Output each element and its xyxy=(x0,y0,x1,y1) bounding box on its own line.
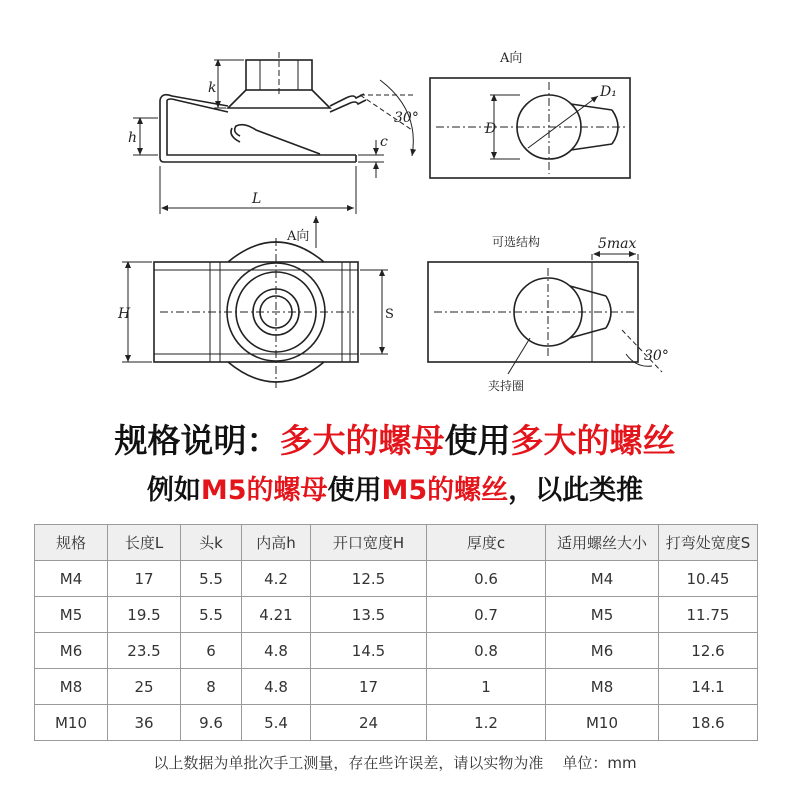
table-cell: 5.5 xyxy=(181,597,242,633)
table-cell: 8 xyxy=(181,669,242,705)
headline-screw-size: 多大的螺丝 xyxy=(510,421,676,460)
header-bend-width: 打弯处宽度S xyxy=(659,525,758,561)
table-cell: 14.1 xyxy=(659,669,758,705)
headline-intro: 规格说明： xyxy=(114,421,280,460)
table-row xyxy=(35,705,758,741)
header-head: 头k xyxy=(181,525,242,561)
table-cell: 24 xyxy=(311,705,427,741)
example-headline xyxy=(0,468,790,507)
dim-label-5max: 5max xyxy=(598,236,637,252)
dim-label-h: h xyxy=(128,130,138,146)
side-view-drawing xyxy=(160,52,366,162)
view-label-a: A向 xyxy=(500,51,523,66)
table-cell: M4 xyxy=(35,561,108,597)
front-view-drawing xyxy=(154,238,358,388)
example-use: 使用 xyxy=(327,475,382,506)
headline-nut-size: 多大的螺母 xyxy=(279,421,445,460)
dim-label-D: D xyxy=(485,121,497,137)
headline-use: 使用 xyxy=(444,421,511,460)
spec-headline xyxy=(0,415,790,462)
dim-label-H: H xyxy=(118,306,131,322)
table-cell: M6 xyxy=(546,633,659,669)
arrow-label-a: A向 xyxy=(287,229,310,244)
optional-structure-label: 可选结构 xyxy=(492,235,541,249)
table-cell: 13.5 xyxy=(311,597,427,633)
table-cell: 10.45 xyxy=(659,561,758,597)
table-cell: 0.8 xyxy=(427,633,546,669)
table-cell: M5 xyxy=(546,597,659,633)
dim-label-c: c xyxy=(380,134,388,150)
table-cell: 25 xyxy=(108,669,181,705)
table-cell: 5.4 xyxy=(242,705,311,741)
table-cell: 23.5 xyxy=(108,633,181,669)
dim-label-S: S xyxy=(385,307,394,322)
dim-label-k: k xyxy=(208,80,217,96)
header-inner-height: 内高h xyxy=(242,525,311,561)
header-screw-size: 适用螺丝大小 xyxy=(546,525,659,561)
table-cell: 4.21 xyxy=(242,597,311,633)
table-cell: 4.8 xyxy=(242,633,311,669)
example-tail: ，以此类推 xyxy=(508,475,644,506)
table-cell: 14.5 xyxy=(311,633,427,669)
table-cell: 0.7 xyxy=(427,597,546,633)
example-nut: M5的螺母 xyxy=(200,475,328,506)
table-row xyxy=(35,669,758,705)
example-screw: M5的螺丝 xyxy=(381,475,509,506)
table-row xyxy=(35,597,758,633)
table-cell: 1 xyxy=(427,669,546,705)
table-cell: 11.75 xyxy=(659,597,758,633)
table-header-row xyxy=(35,525,758,561)
table-cell: M8 xyxy=(35,669,108,705)
table-cell: 6 xyxy=(181,633,242,669)
header-thickness: 厚度c xyxy=(427,525,546,561)
table-cell: 9.6 xyxy=(181,705,242,741)
optional-structure-drawing xyxy=(428,262,638,362)
table-cell: 12.6 xyxy=(659,633,758,669)
table-cell: M10 xyxy=(546,705,659,741)
angle-label-bottom: 30° xyxy=(644,348,669,364)
table-cell: 18.6 xyxy=(659,705,758,741)
header-spec: 规格 xyxy=(35,525,108,561)
table-cell: 4.2 xyxy=(242,561,311,597)
table-cell: M5 xyxy=(35,597,108,633)
table-cell: 17 xyxy=(108,561,181,597)
table-cell: M4 xyxy=(546,561,659,597)
table-cell: M6 xyxy=(35,633,108,669)
clip-ring-label: 夹持圈 xyxy=(488,379,525,393)
table-cell: 12.5 xyxy=(311,561,427,597)
table-row xyxy=(35,633,758,669)
example-intro: 例如 xyxy=(146,475,201,506)
dim-label-L: L xyxy=(252,191,262,207)
front-view-dimensions xyxy=(122,216,388,362)
table-cell: 36 xyxy=(108,705,181,741)
table-cell: 19.5 xyxy=(108,597,181,633)
spec-table xyxy=(34,524,758,741)
table-cell: M10 xyxy=(35,705,108,741)
table-cell: 17 xyxy=(311,669,427,705)
table-cell: M8 xyxy=(546,669,659,705)
dim-label-D1: D₁ xyxy=(600,84,617,100)
table-cell: 4.8 xyxy=(242,669,311,705)
angle-label-top: 30° xyxy=(394,110,419,126)
table-cell: 5.5 xyxy=(181,561,242,597)
header-opening-width: 开口宽度H xyxy=(311,525,427,561)
optional-structure-dimensions xyxy=(508,254,662,374)
header-length: 长度L xyxy=(108,525,181,561)
table-row xyxy=(35,561,758,597)
measurement-footnote: 以上数据为单批次手工测量，存在些许误差，请以实物为准 单位：mm xyxy=(153,754,637,772)
table-cell: 0.6 xyxy=(427,561,546,597)
table-cell: 1.2 xyxy=(427,705,546,741)
